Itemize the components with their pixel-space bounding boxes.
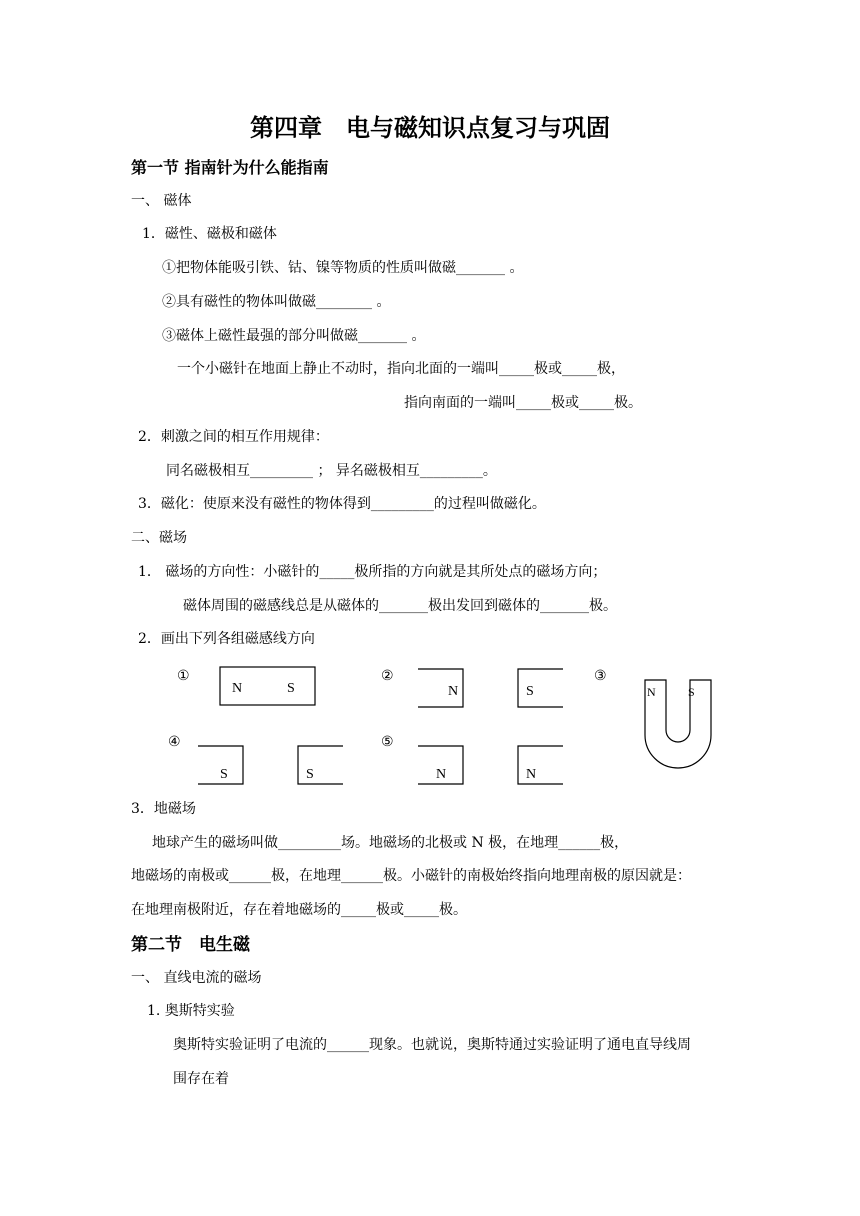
pole-label-n: N: [526, 767, 537, 782]
item-magnetism-heading: 1．磁性、磁极和磁体: [142, 226, 277, 242]
pole-label-s: S: [220, 767, 228, 782]
figure-label-4: ④: [168, 735, 181, 750]
figure-label-1: ①: [177, 669, 190, 684]
pole-label-n: N: [448, 684, 459, 699]
item-draw-lines: 2．画出下列各组磁感线方向: [138, 631, 315, 647]
section2-heading: 第二节 电生磁: [131, 935, 250, 955]
question-oersted: 奥斯特实验证明了电流的______现象。也就说，奥斯特通过实验证明了通电直导线周: [173, 1037, 691, 1053]
pole-label-s: S: [526, 684, 534, 699]
item-geomagnetism: 3．地磁场: [131, 801, 196, 817]
question-geomagnetic-field: 地球产生的磁场叫做_________场。地磁场的北极或 N 极，在地理______极，: [152, 835, 629, 851]
section1-heading: 第一节 指南针为什么能指南: [131, 158, 329, 177]
pole-label-n: N: [647, 685, 656, 699]
figure-label-5: ⑤: [381, 735, 394, 750]
magnet-n-left-b: [518, 746, 563, 784]
pole-label-s: S: [688, 685, 695, 699]
question-geographic-south: 在地理南极附近，存在着地磁场的_____极或_____极。: [131, 902, 467, 918]
figure-label-2: ②: [381, 669, 394, 684]
question-pole: ③磁体上磁性最强的部分叫做磁_______ 。: [162, 328, 426, 344]
item-field-direction: 1． 磁场的方向性：小磁针的_____极所指的方向就是其所处点的磁场方向；: [138, 564, 607, 580]
question-magnet: ②具有磁性的物体叫做磁________ 。: [162, 294, 391, 310]
magnet-s-left: [518, 669, 563, 707]
question-south-pole: 指向南面的一端叫_____极或_____极。: [404, 395, 642, 411]
question-oersted-continued: 围存在着: [173, 1071, 229, 1087]
question-interaction: 同名磁极相互_________ ； 异名磁极相互_________。: [166, 463, 497, 479]
item-oersted: 1. 奥斯特实验: [147, 1003, 235, 1019]
question-magnetism: ①把物体能吸引铁、钴、镍等物质的性质叫做磁_______ 。: [162, 260, 524, 276]
pole-label-s: S: [306, 767, 314, 782]
pole-label-s: S: [287, 681, 295, 696]
question-north-pole: 一个小磁针在地面上静止不动时，指向北面的一端叫_____极或_____极，: [177, 361, 625, 377]
pole-label-n: N: [436, 767, 447, 782]
magnet-s-left-b: [298, 746, 343, 784]
figure-label-3: ③: [594, 669, 607, 684]
part-field-heading: 二、磁场: [131, 530, 187, 546]
pole-label-n: N: [232, 681, 243, 696]
chapter-title: 第四章 电与磁知识点复习与巩固: [250, 114, 610, 142]
question-geomagnetic-south: 地磁场的南极或______极，在地理______极。小磁针的南极始终指向地理南极的原因就是：: [131, 868, 691, 884]
item-magnetization: 3．磁化：使原来没有磁性的物体得到_________的过程叫做磁化。: [138, 496, 546, 512]
question-field-lines: 磁体周围的磁感线总是从磁体的_______极出发回到磁体的_______极。: [183, 598, 617, 614]
part-current-field-heading: 一、 直线电流的磁场: [131, 970, 262, 986]
item-interaction-heading: 2．刺激之间的相互作用规律：: [138, 429, 329, 445]
part-magnets-heading: 一、 磁体: [131, 193, 192, 209]
